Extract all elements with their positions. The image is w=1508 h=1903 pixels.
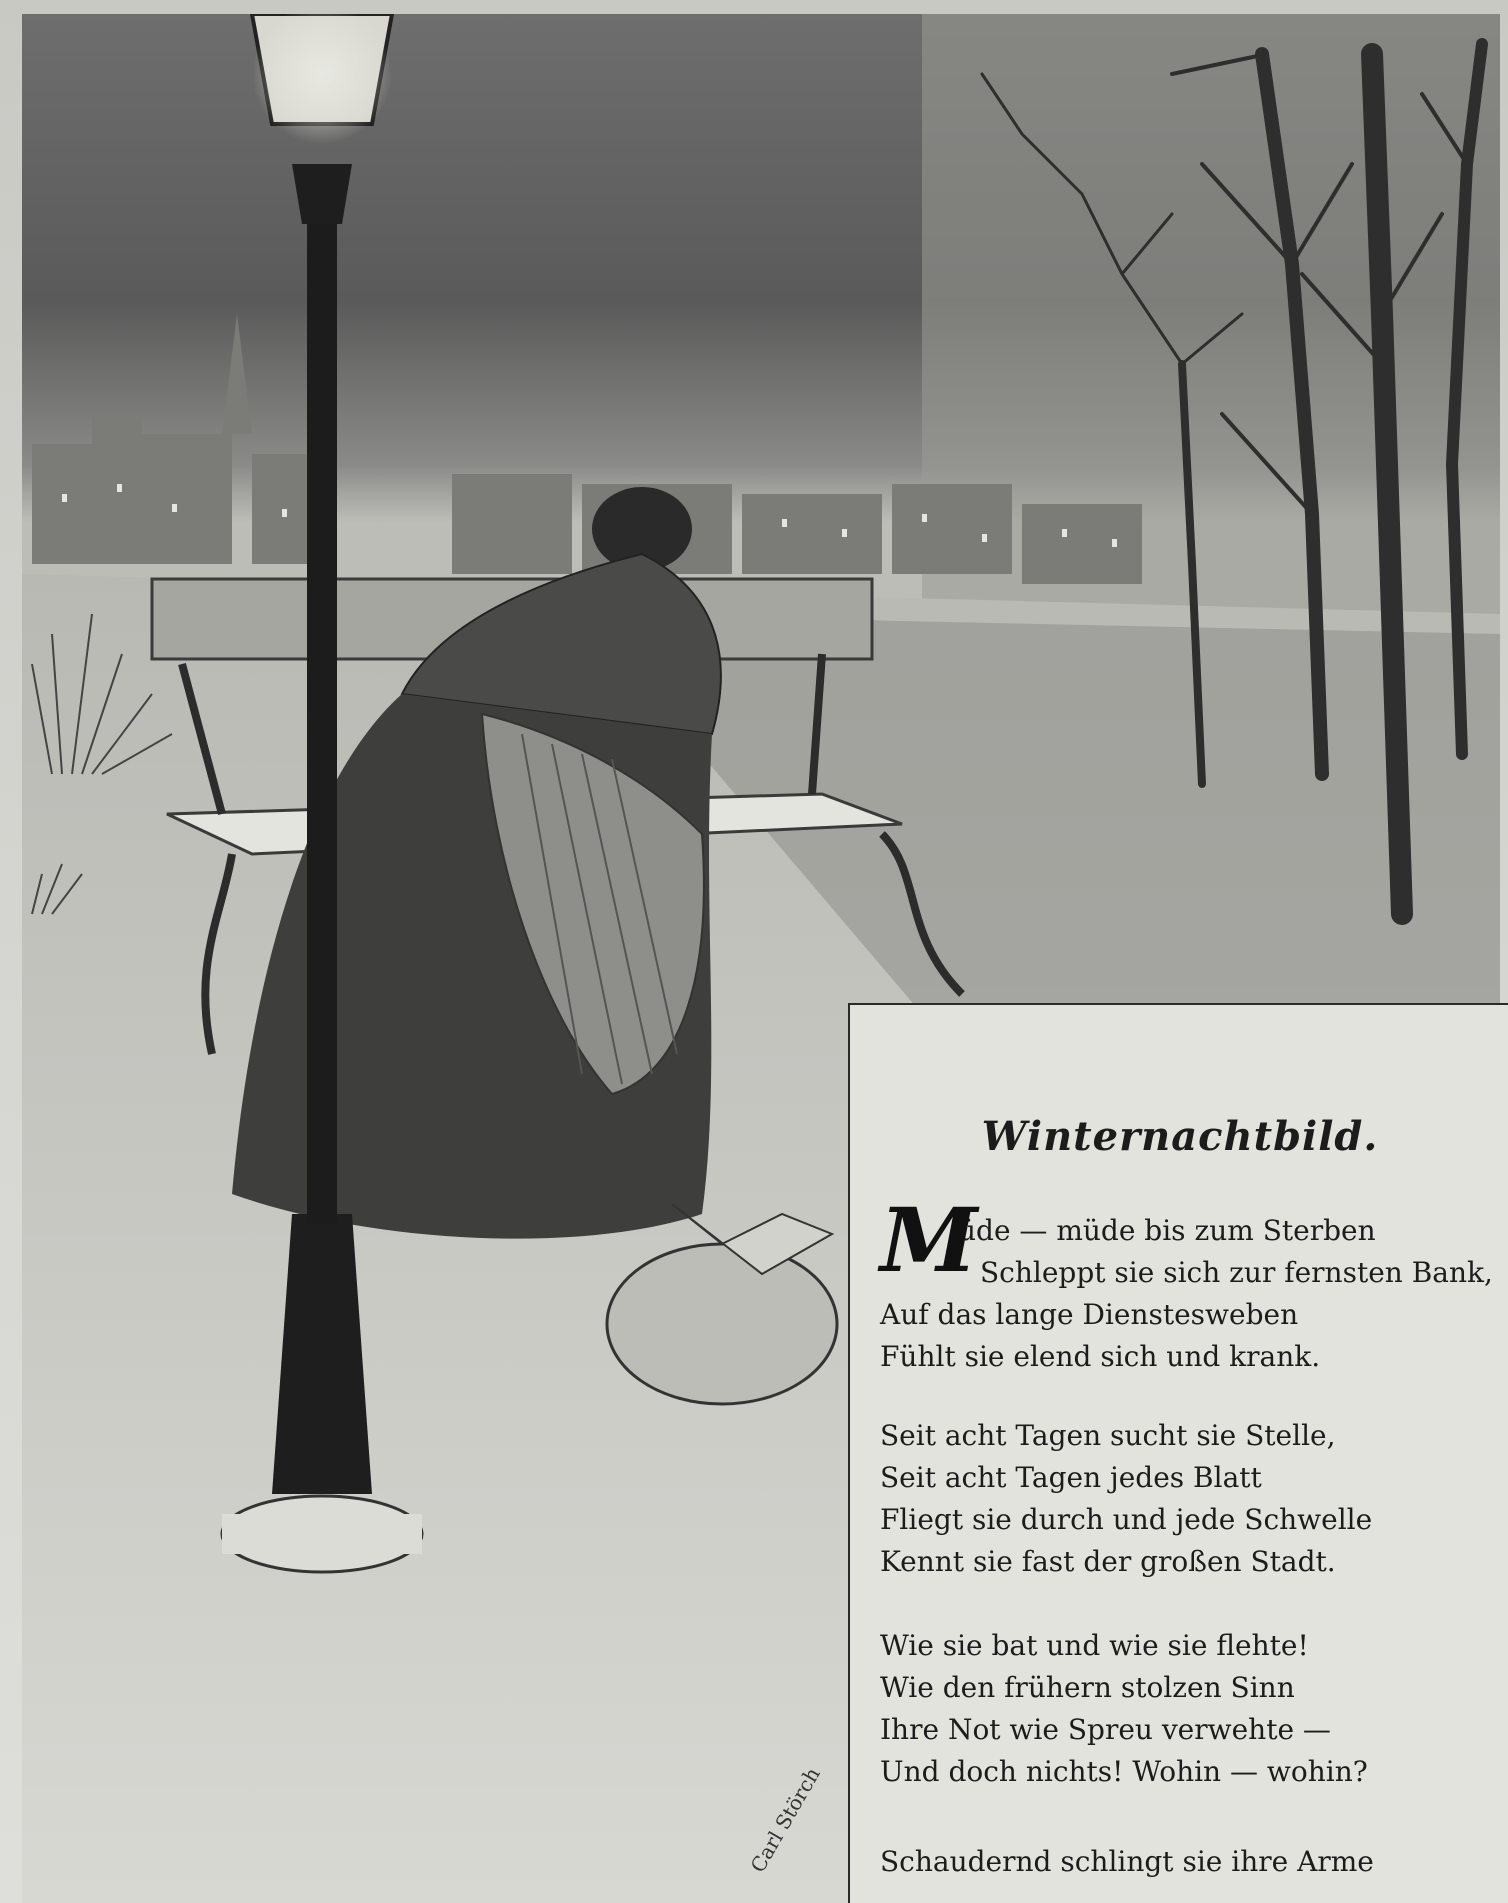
poem-panel — [848, 1003, 1508, 1903]
poem-title: Winternachtbild. — [981, 1113, 1379, 1160]
stanza-3 — [880, 1625, 1368, 1793]
poem-line: üde — müde bis zum Sterben — [958, 1214, 1376, 1247]
poem-line: Wie sie bat und wie sie flehte! — [880, 1629, 1309, 1662]
drop-cap: M — [880, 1188, 978, 1292]
stanza-1 — [880, 1188, 1493, 1378]
poem-line: Schaudernd schlingt sie ihre Arme — [880, 1845, 1374, 1878]
poem-line: Fliegt sie durch und jede Schwelle — [880, 1503, 1373, 1536]
poem-line: Fühlt sie elend sich und krank. — [880, 1340, 1321, 1373]
artist-signature: Carl Störch — [745, 1763, 825, 1877]
stanza-2 — [880, 1415, 1372, 1583]
poem-line: Seit acht Tagen jedes Blatt — [880, 1461, 1262, 1494]
poem-line: Ihre Not wie Spreu verwehte — — [880, 1713, 1331, 1746]
poem-line: Schleppt sie sich zur fernsten Bank, — [980, 1256, 1493, 1289]
poem-line: Kennt sie fast der großen Stadt. — [880, 1545, 1336, 1578]
poem-line: Seit acht Tagen sucht sie Stelle, — [880, 1419, 1336, 1452]
poem-line: Wie den frühern stolzen Sinn — [880, 1671, 1295, 1704]
stanza-4 — [880, 1841, 1374, 1883]
poem-line: Auf das lange Dienstesweben — [880, 1298, 1299, 1331]
poem-line: Und doch nichts! Wohin — wohin? — [880, 1755, 1368, 1788]
